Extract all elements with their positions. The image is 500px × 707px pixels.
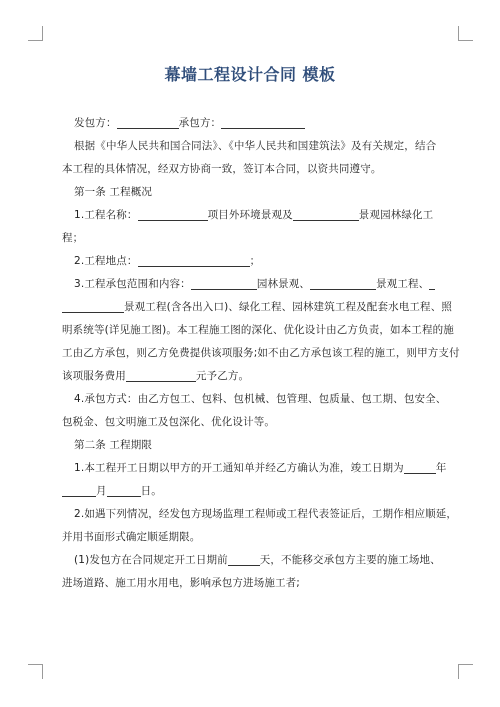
completion-day-blank[interactable] bbox=[107, 482, 141, 497]
scope-blank-3a[interactable] bbox=[429, 275, 435, 290]
document-body bbox=[62, 112, 460, 595]
article1-item1-line2: 程； bbox=[62, 232, 84, 244]
item1-text-1: 项目外环境景观及 bbox=[207, 209, 293, 221]
item2-text: ； bbox=[249, 255, 261, 267]
parties-line bbox=[62, 112, 438, 135]
completion-date-text: 1.本工程开工日期以甲方的开工通知单并经乙方确认为准，竣工日期为 bbox=[74, 462, 404, 474]
intro-line-1: 根据《中华人民共和国合同法》、《中华人民共和国建筑法》及有关规定，结合 bbox=[74, 140, 437, 152]
party-a-label: 发包方： bbox=[74, 117, 117, 129]
month-label: 月 bbox=[96, 485, 107, 497]
article1-item3-line2 bbox=[62, 296, 452, 319]
article1-item3-line3: 明系统等(详见施工图)。本工程施工图的深化、优化设计由乙方负责，如本工程的施 bbox=[62, 324, 454, 336]
scope-blank-1[interactable] bbox=[191, 275, 257, 290]
article1-item4-line1: 4.承包方式：由乙方包工、包料、包机械、包管理、包质量、包工期、包安全、 bbox=[74, 393, 447, 405]
intro-line-2: 本工程的具体情况，经双方协商一致，签订本合同，以资共同遵守。 bbox=[62, 163, 382, 175]
party-b-blank[interactable] bbox=[221, 114, 305, 129]
party-b-label: 承包方： bbox=[178, 117, 222, 129]
article1-item3-line1 bbox=[62, 273, 438, 296]
article2-item1-line1 bbox=[62, 457, 447, 480]
document-title: 幕墙工程设计合同 模板 bbox=[164, 65, 336, 84]
project-location-blank[interactable] bbox=[138, 252, 250, 267]
item3-text-1: 园林景观、 bbox=[256, 278, 311, 290]
article1-item3-line5 bbox=[62, 365, 438, 388]
article2-item2-line1: 2.如遇下列情况，经发包方现场监理工程师或工程代表签证后，工期作相应顺延， bbox=[74, 508, 458, 520]
year-label: 年 bbox=[435, 462, 447, 474]
article2-sub1-line2: 进场道路、施工用水用电，影响承包方进场施工者; bbox=[62, 577, 300, 589]
item3-label: 3.工程承包范围和内容： bbox=[74, 278, 191, 290]
days-blank[interactable] bbox=[228, 551, 260, 566]
item3-text-5: 元予乙方。 bbox=[195, 370, 250, 382]
article2-item2-line2: 并用书面形式确定顺延期限。 bbox=[62, 531, 201, 543]
article1-item3-line4: 工由乙方承包，则乙方免费提供该项服务;如不由乙方承包该工程的施工，则甲方支付 bbox=[62, 347, 460, 359]
project-name-blank-1[interactable] bbox=[138, 206, 208, 221]
sub1-text-2: 天，不能移交承包方主要的施工场地、 bbox=[259, 554, 441, 566]
scope-blank-2[interactable] bbox=[310, 275, 376, 290]
item1-text-2: 景观园林绿化工 bbox=[358, 209, 434, 221]
item3-text-3: 景观工程(含各出入口)、绿化工程、园林建筑工程及配套水电工程、照 bbox=[124, 301, 452, 313]
sub1-text-1: (1)发包方在合同规定开工日期前 bbox=[74, 554, 228, 566]
crop-mark-top-right bbox=[458, 26, 473, 41]
article1-item4-line2: 包税金、包文明施工及包深化、优化设计等。 bbox=[62, 416, 275, 428]
article2-heading: 第二条 工程期限 bbox=[74, 439, 153, 451]
crop-mark-top-left bbox=[28, 26, 43, 41]
scope-blank-3b[interactable] bbox=[62, 298, 124, 313]
item3-text-2: 景观工程、 bbox=[376, 278, 430, 290]
article1-item1-line1 bbox=[62, 204, 438, 227]
item2-label: 2.工程地点： bbox=[74, 255, 138, 267]
party-a-blank[interactable] bbox=[117, 114, 179, 129]
article2-item1-line2 bbox=[62, 480, 438, 503]
completion-month-blank[interactable] bbox=[62, 482, 96, 497]
service-fee-blank[interactable] bbox=[126, 367, 196, 382]
item1-label: 1.工程名称： bbox=[74, 209, 138, 221]
crop-mark-bottom-right bbox=[458, 664, 473, 679]
completion-year-blank[interactable] bbox=[404, 459, 436, 474]
article2-sub1-line1 bbox=[62, 549, 441, 572]
article1-item2 bbox=[62, 250, 438, 273]
item3-text-4: 该项服务费用 bbox=[62, 370, 126, 382]
crop-mark-bottom-left bbox=[28, 664, 43, 679]
project-name-blank-2[interactable] bbox=[293, 206, 359, 221]
day-label: 日。 bbox=[140, 485, 162, 497]
article1-heading: 第一条 工程概况 bbox=[74, 186, 153, 198]
